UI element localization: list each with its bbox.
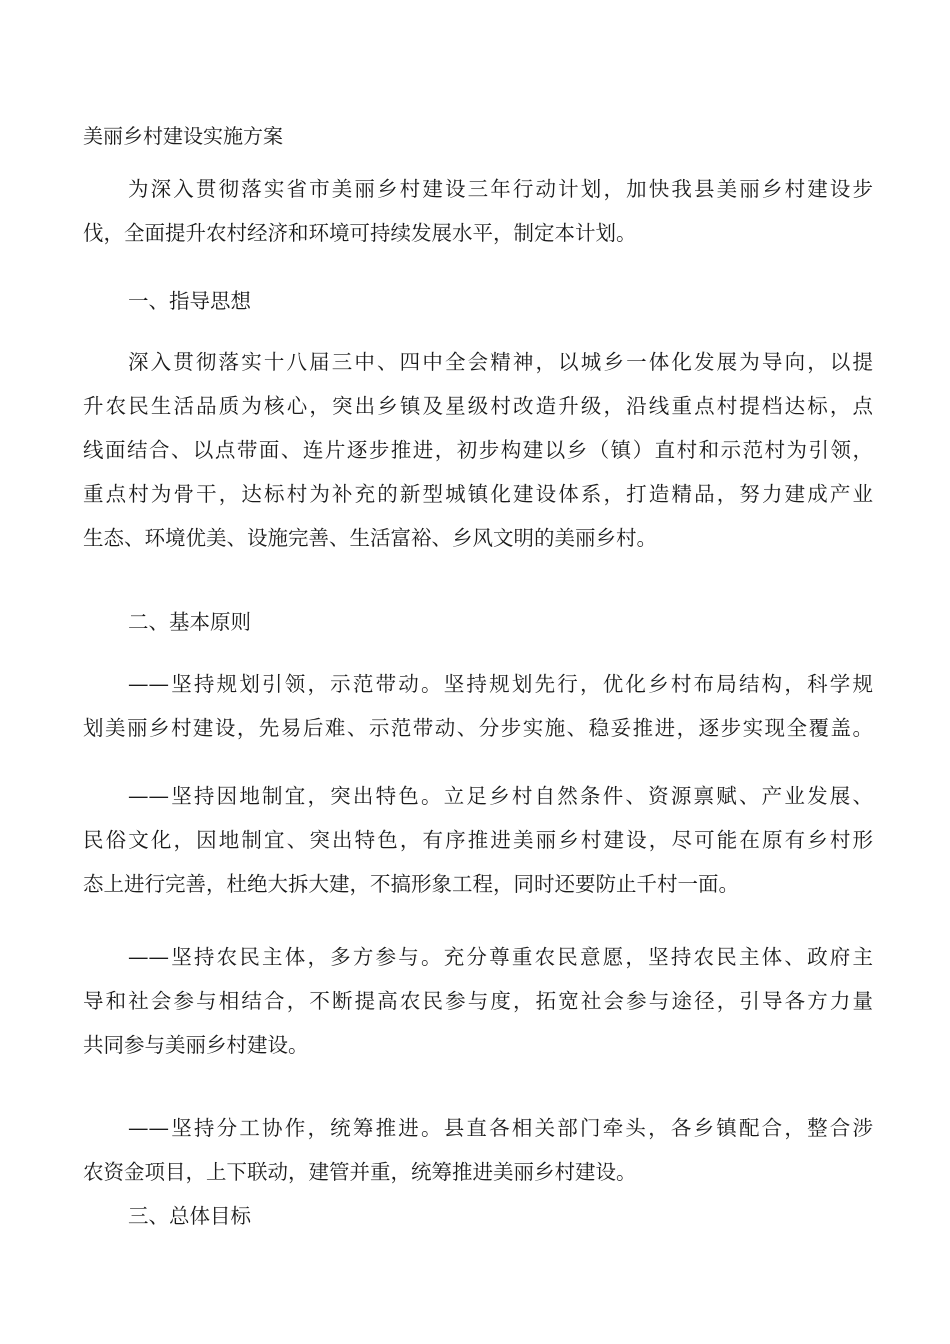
principle-paragraph xyxy=(83,662,873,750)
principle-paragraph xyxy=(83,1106,873,1194)
paragraph-line: 深入贯彻落实十八届三中、四中全会精神，以城乡一体化发展为导向，以提 xyxy=(128,350,873,374)
paragraph-line: 态上进行完善，杜绝大拆大建，不搞形象工程，同时还要防止千村一面。 xyxy=(83,872,739,896)
paragraph-line: 重点村为骨干，达标村为补充的新型城镇化建设体系，打造精品，努力建成产业 xyxy=(83,482,873,506)
principle-paragraph xyxy=(83,774,873,906)
paragraph-line: ——坚持因地制宜，突出特色。立足乡村自然条件、资源禀赋、产业发展、 xyxy=(128,784,873,808)
section-heading-basic-principles: 二、基本原则 xyxy=(128,610,251,634)
paragraph-line: ——坚持农民主体，多方参与。充分尊重农民意愿，坚持农民主体、政府主 xyxy=(128,945,873,969)
paragraph-line: ——坚持分工协作，统筹推进。县直各相关部门牵头，各乡镇配合，整合涉 xyxy=(128,1116,873,1140)
intro-line: 伐，全面提升农村经济和环境可持续发展水平，制定本计划。 xyxy=(83,221,637,245)
paragraph-line: 农资金项目，上下联动，建管并重，统筹推进美丽乡村建设。 xyxy=(83,1160,637,1184)
paragraph-line: ——坚持规划引领，示范带动。坚持规划先行，优化乡村布局结构，科学规 xyxy=(128,672,873,696)
document-title: 美丽乡村建设实施方案 xyxy=(83,124,283,148)
paragraph-line: 生态、环境优美、设施完善、生活富裕、乡风文明的美丽乡村。 xyxy=(83,526,657,550)
intro-line: 为深入贯彻落实省市美丽乡村建设三年行动计划，加快我县美丽乡村建设步 xyxy=(128,177,873,201)
paragraph-line: 线面结合、以点带面、连片逐步推进，初步构建以乡（镇）直村和示范村为引领， xyxy=(83,438,873,462)
paragraph-line: 升农民生活品质为核心，突出乡镇及星级村改造升级，沿线重点村提档达标，点 xyxy=(83,394,873,418)
principle-paragraph xyxy=(83,935,873,1067)
paragraph-line: 划美丽乡村建设，先易后难、示范带动、分步实施、稳妥推进，逐步实现全覆盖。 xyxy=(83,716,873,740)
section-heading-guiding-ideology: 一、指导思想 xyxy=(128,289,251,313)
paragraph-line: 共同参与美丽乡村建设。 xyxy=(83,1033,309,1057)
guiding-ideology-paragraph xyxy=(83,340,873,560)
intro-paragraph xyxy=(83,167,873,255)
paragraph-line: 导和社会参与相结合，不断提高农民参与度，拓宽社会参与途径，引导各方力量 xyxy=(83,989,873,1013)
section-heading-overall-goals: 三、总体目标 xyxy=(128,1204,251,1228)
paragraph-line: 民俗文化，因地制宜、突出特色，有序推进美丽乡村建设，尽可能在原有乡村形 xyxy=(83,828,873,852)
